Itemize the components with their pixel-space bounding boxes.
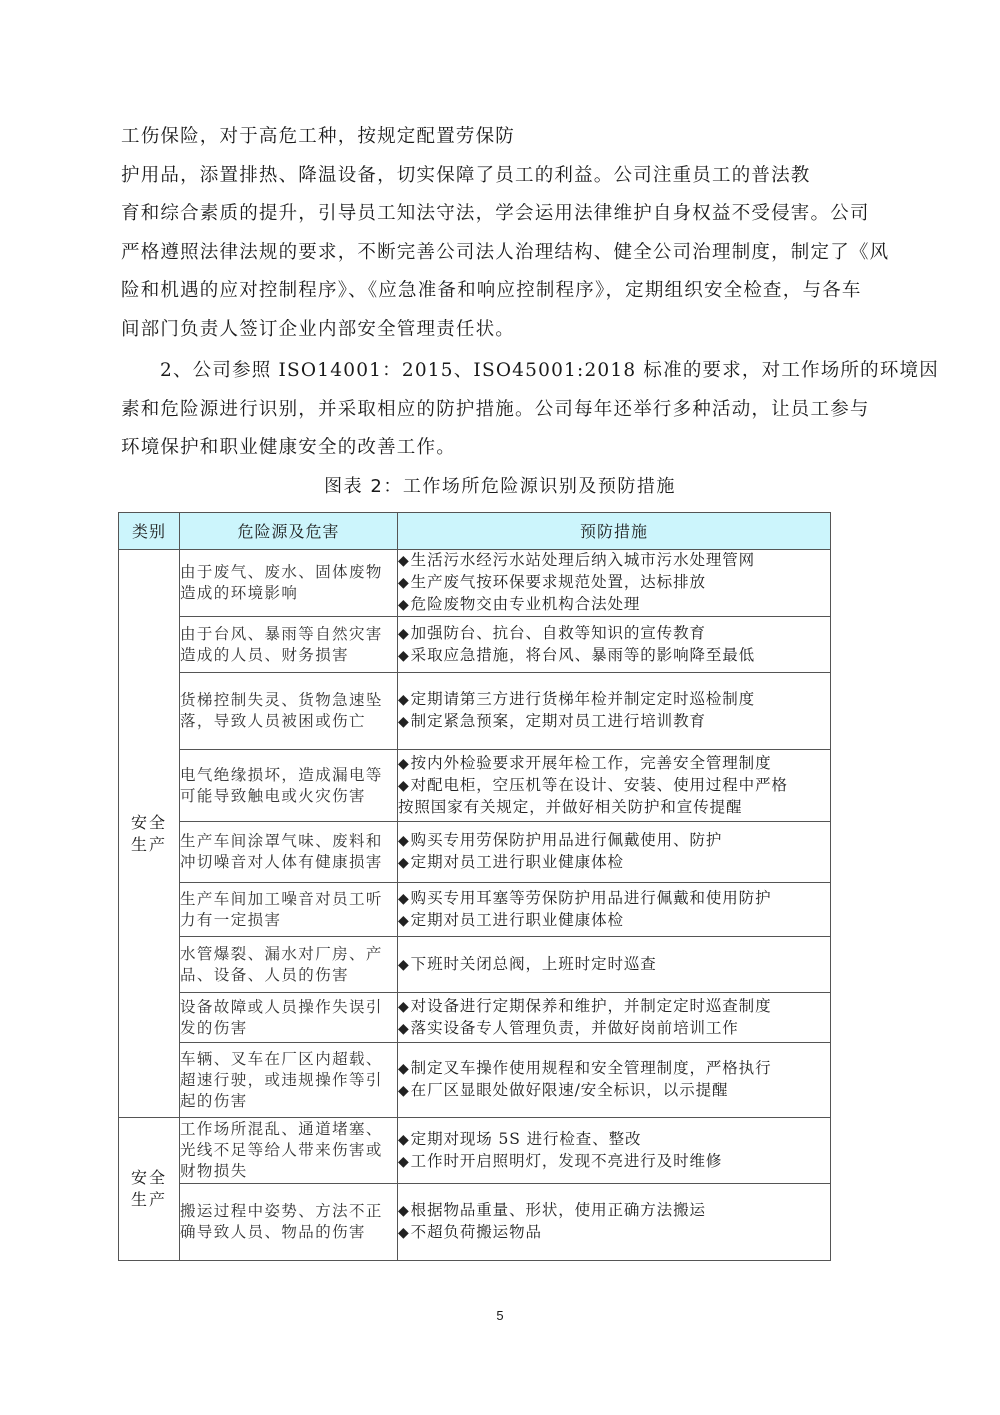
table-caption: 图表 2：工作场所危险源识别及预防措施 — [324, 476, 676, 497]
measure-text: 购买专用劳保防护用品进行佩戴使用、防护 — [410, 831, 723, 849]
text-line: 险和机遇的应对控制程序》、《应急准备和响应控制程序》，定期组织安全检查，与各车 — [121, 280, 862, 301]
hazard-table — [118, 512, 831, 1261]
measure-item — [398, 1151, 830, 1173]
table-row — [119, 750, 831, 822]
diamond-bullet-icon: ◆ — [398, 1061, 410, 1077]
table-row — [119, 1184, 831, 1261]
measure-text: 落实设备专人管理负责，并做好岗前培训工作 — [410, 1018, 739, 1037]
table-row — [119, 550, 831, 617]
page-number: 5 — [496, 1308, 504, 1323]
measures-cell — [398, 550, 831, 617]
diamond-bullet-icon: ◆ — [398, 575, 410, 591]
measure-text: 生活污水经污水站处理后纳入城市污水处理管网 — [410, 551, 756, 569]
measure-text: 采取应急措施，将台风、暴雨等的影响降至最低 — [410, 645, 756, 664]
measure-text: 工作时开启照明灯，发现不亮进行及时维修 — [410, 1151, 723, 1170]
table-row — [119, 937, 831, 993]
diamond-bullet-icon: ◆ — [398, 833, 410, 849]
paragraph-iso-standards — [121, 352, 939, 468]
measure-text: 制定紧急预案，定期对员工进行培训教育 — [410, 712, 706, 730]
measure-text: 生产废气按环保要求规范处置，达标排放 — [410, 573, 706, 591]
measure-text: 定期请第三方进行货梯年检并制定定时巡检制度 — [410, 690, 756, 708]
diamond-bullet-icon: ◆ — [398, 855, 410, 871]
diamond-bullet-icon: ◆ — [398, 912, 410, 929]
measure-item — [398, 689, 830, 711]
diamond-bullet-icon: ◆ — [398, 890, 410, 907]
measure-item — [398, 594, 830, 616]
measure-text: 对配电柜，空压机等在设计、安装、使用过程中严格 — [410, 776, 788, 794]
diamond-bullet-icon: ◆ — [398, 597, 410, 613]
diamond-bullet-icon: ◆ — [398, 647, 410, 664]
measure-text: 根据物品重量、形状，使用正确方法搬运 — [410, 1201, 706, 1219]
diamond-bullet-icon: ◆ — [398, 692, 410, 708]
text-line: 素和危险源进行识别，并采取相应的防护措施。公司每年还举行多种活动，让员工参与 — [121, 398, 870, 420]
measures-cell — [398, 883, 831, 937]
measure-text: 定期对员工进行职业健康体检 — [410, 853, 624, 871]
measure-text: 在厂区显眼处做好限速/安全标识，以示提醒 — [410, 1081, 729, 1099]
measure-item — [398, 1129, 830, 1151]
text-line: 严格遵照法律法规的要求，不断完善公司法人治理结构、健全公司治理制度，制定了《风 — [121, 241, 890, 263]
measure-item — [398, 888, 830, 910]
hazard-cell: 设备故障或人员操作失误引发的伤害 — [180, 993, 398, 1043]
measure-item — [398, 711, 830, 733]
hazard-cell: 工作场所混乱、通道堵塞、光线不足等给人带来伤害或财物损失 — [180, 1118, 398, 1184]
measure-text: 定期对现场 5S 进行检查、整改 — [410, 1129, 642, 1148]
measures-cell — [398, 993, 831, 1043]
hazard-cell: 搬运过程中姿势、方法不正确导致人员、物品的伤害 — [180, 1184, 398, 1261]
measure-item — [398, 550, 830, 572]
measure-item — [398, 645, 830, 667]
hazard-cell: 生产车间加工噪音对员工听力有一定损害 — [180, 883, 398, 937]
table-row — [119, 617, 831, 673]
measure-text: 不超负荷搬运物品 — [410, 1223, 542, 1241]
measure-text: 加强防台、抗台、自救等知识的宣传教育 — [410, 623, 706, 642]
measure-item — [398, 1018, 830, 1040]
table-header-row — [119, 513, 831, 550]
diamond-bullet-icon: ◆ — [398, 956, 410, 973]
diamond-bullet-icon: ◆ — [398, 714, 410, 730]
text-line: 间部门负责人签订企业内部安全管理责任状。 — [121, 318, 516, 340]
diamond-bullet-icon: ◆ — [398, 756, 410, 772]
diamond-bullet-icon: ◆ — [398, 625, 410, 642]
measure-item — [398, 753, 830, 775]
diamond-bullet-icon: ◆ — [398, 1131, 410, 1148]
text-line: 护用品，添置排热、降温设备，切实保障了员工的利益。公司注重员工的普法教 — [121, 164, 811, 186]
measures-cell — [398, 750, 831, 822]
diamond-bullet-icon: ◆ — [398, 1153, 410, 1170]
measure-item — [398, 1222, 830, 1244]
hazard-cell: 由于台风、暴雨等自然灾害造成的人员、财务损害 — [180, 617, 398, 673]
table-body — [119, 550, 831, 1261]
measures-cell — [398, 1043, 831, 1118]
measure-text: 购买专用耳塞等劳保防护用品进行佩戴和使用防护 — [410, 888, 772, 907]
measure-item — [398, 954, 830, 976]
measure-item — [398, 775, 830, 797]
table-row — [119, 883, 831, 937]
diamond-bullet-icon: ◆ — [398, 1225, 410, 1241]
table-row — [119, 1118, 831, 1184]
header-measures: 预防措施 — [398, 513, 831, 550]
measure-text: 按照国家有关规定，并做好相关防护和宣传提醒 — [398, 798, 743, 816]
hazard-cell: 由于废气、废水、固体废物造成的环境影响 — [180, 550, 398, 617]
category-cell — [119, 1118, 180, 1261]
text-line: 2、公司参照 ISO14001：2015、ISO45001:2018 标准的要求，对工作场所的环境因 — [160, 360, 939, 381]
measures-cell — [398, 1184, 831, 1261]
hazard-cell: 电气绝缘损坏，造成漏电等可能导致触电或火灾伤害 — [180, 750, 398, 822]
hazard-cell: 水管爆裂、漏水对厂房、产品、设备、人员的伤害 — [180, 937, 398, 993]
measure-text: 按内外检验要求开展年检工作，完善安全管理制度 — [410, 754, 772, 772]
hazard-cell: 车辆、叉车在厂区内超载、超速行驶，或违规操作等引起的伤害 — [180, 1043, 398, 1118]
measures-cell — [398, 673, 831, 750]
text-line: 育和综合素质的提升，引导员工知法守法，学会运用法律维护自身权益不受侵害。公司 — [121, 203, 870, 224]
measures-cell — [398, 822, 831, 883]
category-label: 安全生产 — [131, 1168, 168, 1209]
diamond-bullet-icon: ◆ — [398, 778, 410, 794]
measure-text: 定期对员工进行职业健康体检 — [410, 910, 624, 929]
paragraph-labor-protection — [121, 118, 890, 349]
measure-text: 危险废物交由专业机构合法处理 — [410, 595, 641, 613]
diamond-bullet-icon: ◆ — [398, 1083, 410, 1099]
measures-cell — [398, 617, 831, 673]
hazard-cell: 货梯控制失灵、货物急速坠落，导致人员被困或伤亡 — [180, 673, 398, 750]
measure-item — [398, 797, 830, 818]
diamond-bullet-icon: ◆ — [398, 553, 410, 569]
table-row — [119, 822, 831, 883]
text-line: 环境保护和职业健康安全的改善工作。 — [121, 437, 456, 458]
measure-item — [398, 1058, 830, 1080]
table-row — [119, 673, 831, 750]
table-row — [119, 1043, 831, 1118]
diamond-bullet-icon: ◆ — [398, 998, 410, 1015]
measure-item — [398, 996, 830, 1018]
measure-item — [398, 830, 830, 852]
measure-text: 制定叉车操作使用规程和安全管理制度，严格执行 — [410, 1059, 772, 1077]
measure-item — [398, 1080, 830, 1102]
measures-cell — [398, 937, 831, 993]
header-category: 类别 — [119, 513, 180, 550]
measure-text: 对设备进行定期保养和维护，并制定定时巡查制度 — [410, 996, 772, 1015]
measure-item — [398, 572, 830, 594]
diamond-bullet-icon: ◆ — [398, 1203, 410, 1219]
measure-item — [398, 852, 830, 874]
category-cell — [119, 550, 180, 1118]
text-line: 工伤保险，对于高危工种，按规定配置劳保防 — [121, 126, 516, 147]
header-hazard: 危险源及危害 — [180, 513, 398, 550]
diamond-bullet-icon: ◆ — [398, 1020, 410, 1037]
table-row — [119, 993, 831, 1043]
hazard-cell: 生产车间涂罩气味、废料和冲切噪音对人体有健康损害 — [180, 822, 398, 883]
measure-item — [398, 1200, 830, 1222]
measure-item — [398, 623, 830, 645]
category-label: 安全生产 — [131, 812, 168, 854]
measure-item — [398, 910, 830, 932]
measures-cell — [398, 1118, 831, 1184]
measure-text: 下班时关闭总阀，上班时定时巡查 — [410, 954, 657, 973]
